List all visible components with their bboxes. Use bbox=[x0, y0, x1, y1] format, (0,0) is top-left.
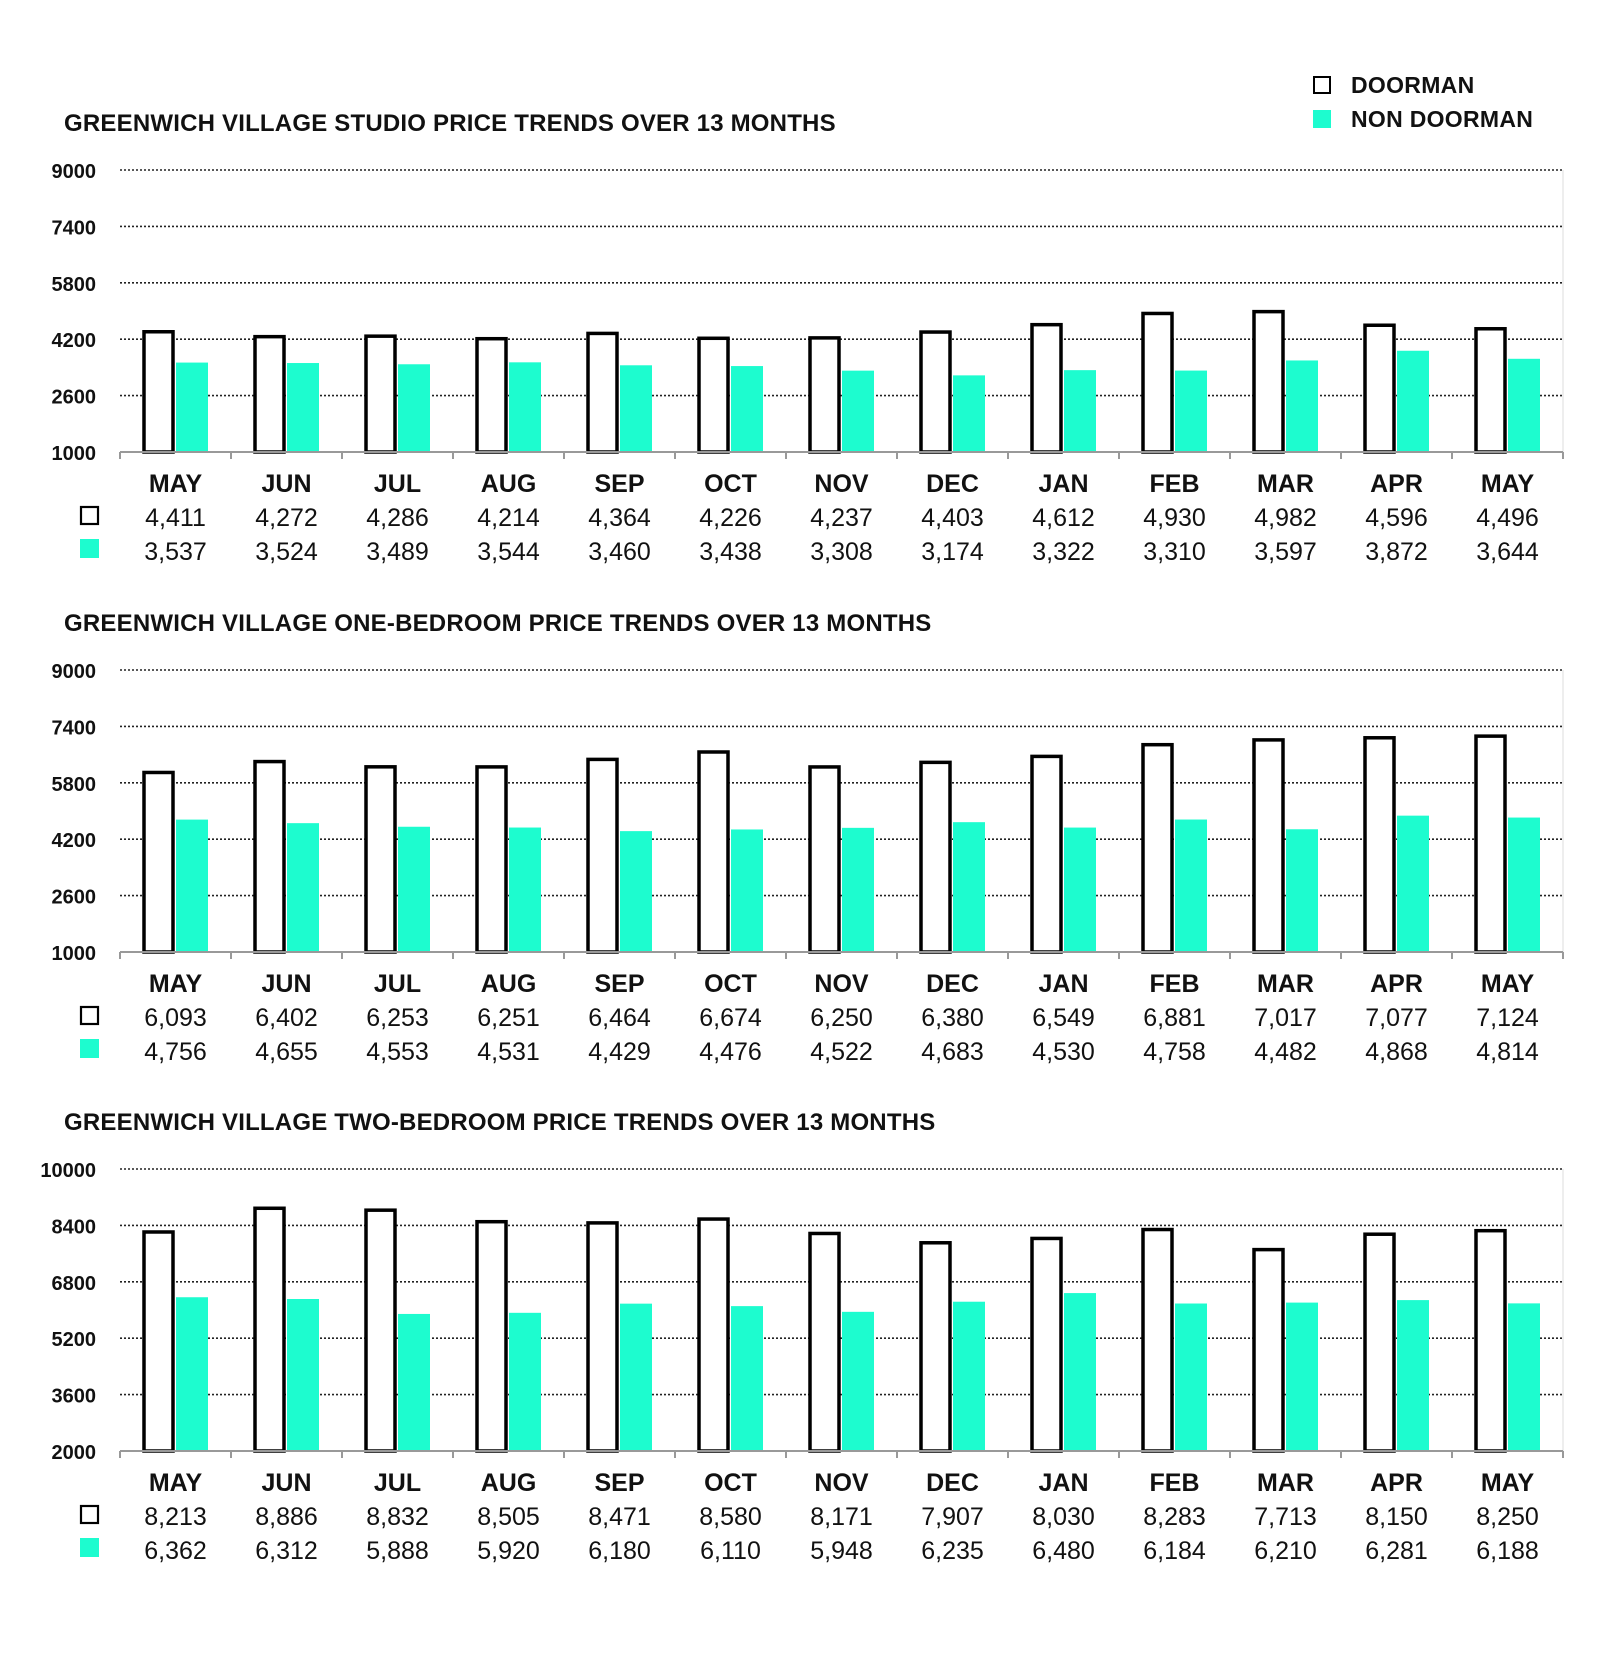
non-doorman-value-label: 3,489 bbox=[366, 538, 429, 566]
bar-doorman bbox=[1365, 738, 1394, 952]
bar-doorman bbox=[1365, 325, 1394, 452]
bar-non-doorman bbox=[509, 362, 541, 452]
non-doorman-value-label: 5,920 bbox=[477, 1537, 540, 1565]
y-tick-label: 7400 bbox=[51, 717, 96, 740]
x-category-label: JUL bbox=[373, 970, 422, 998]
bar-doorman bbox=[255, 1208, 284, 1451]
non-doorman-value-label: 4,531 bbox=[477, 1038, 540, 1066]
bar-non-doorman bbox=[842, 828, 874, 952]
x-category-label: FEB bbox=[1149, 470, 1200, 498]
bar-non-doorman bbox=[1175, 820, 1207, 952]
x-category-label: AUG bbox=[480, 470, 537, 498]
non-doorman-value-label: 4,530 bbox=[1032, 1038, 1095, 1066]
non-doorman-value-label: 3,544 bbox=[477, 538, 540, 566]
non-doorman-value-label: 3,524 bbox=[255, 538, 318, 566]
bar-non-doorman bbox=[1175, 371, 1207, 452]
y-tick-label: 4200 bbox=[51, 830, 96, 853]
y-tick-label: 8400 bbox=[51, 1216, 96, 1239]
x-category-label: MAY bbox=[1480, 970, 1535, 998]
y-tick-label: 1000 bbox=[51, 443, 96, 465]
x-category-label: JAN bbox=[1038, 1469, 1089, 1497]
bar-doorman bbox=[366, 336, 395, 452]
y-tick-label: 6800 bbox=[51, 1272, 96, 1295]
y-tick-label: 5800 bbox=[51, 273, 96, 296]
non-doorman-value-label: 4,522 bbox=[810, 1038, 873, 1066]
non-doorman-value-label: 4,553 bbox=[366, 1038, 429, 1066]
doorman-value-label: 6,251 bbox=[477, 1004, 540, 1032]
bar-doorman bbox=[699, 752, 728, 952]
bar-non-doorman bbox=[620, 831, 652, 952]
bar-doorman bbox=[1143, 1230, 1172, 1451]
y-tick-label: 2600 bbox=[51, 886, 96, 909]
non-doorman-value-label: 3,310 bbox=[1143, 538, 1206, 566]
non-doorman-value-label: 6,210 bbox=[1254, 1537, 1317, 1565]
x-category-label: MAR bbox=[1257, 470, 1314, 498]
bar-doorman bbox=[255, 762, 284, 952]
doorman-value-label: 8,283 bbox=[1143, 1503, 1206, 1531]
bar-non-doorman bbox=[731, 1306, 763, 1451]
doorman-value-label: 6,380 bbox=[921, 1004, 984, 1032]
bar-doorman bbox=[366, 767, 395, 952]
doorman-value-label: 7,017 bbox=[1254, 1004, 1317, 1032]
bar-non-doorman bbox=[176, 363, 208, 452]
doorman-value-label: 6,549 bbox=[1032, 1004, 1095, 1032]
bar-non-doorman bbox=[1508, 818, 1540, 952]
bar-non-doorman bbox=[1286, 829, 1318, 952]
bar-non-doorman bbox=[287, 363, 319, 452]
bar-non-doorman bbox=[287, 1299, 319, 1451]
bar-doorman bbox=[144, 1232, 173, 1451]
x-category-label: APR bbox=[1370, 1469, 1423, 1497]
bar-doorman bbox=[921, 1243, 950, 1451]
two-bedroom-chart-svg bbox=[0, 999, 1600, 1579]
doorman-value-label: 4,982 bbox=[1254, 504, 1317, 532]
bar-doorman bbox=[810, 1233, 839, 1451]
bar-doorman bbox=[921, 762, 950, 952]
two-bedroom-price-chart bbox=[0, 999, 1600, 1565]
x-category-label: DEC bbox=[926, 470, 979, 498]
y-tick-label: 10000 bbox=[40, 1160, 96, 1182]
x-category-label: OCT bbox=[704, 470, 757, 498]
doorman-value-label: 4,403 bbox=[921, 504, 984, 532]
doorman-value-label: 6,464 bbox=[588, 1004, 651, 1032]
x-category-label: JUN bbox=[261, 970, 312, 998]
x-category-label: OCT bbox=[704, 1469, 757, 1497]
bar-doorman bbox=[1143, 313, 1172, 452]
bar-non-doorman bbox=[731, 366, 763, 452]
doorman-value-label: 8,150 bbox=[1365, 1503, 1428, 1531]
doorman-value-label: 4,226 bbox=[699, 504, 762, 532]
non-doorman-value-label: 4,476 bbox=[699, 1038, 762, 1066]
chart-title: GREENWICH VILLAGE ONE-BEDROOM PRICE TRENDS OVER 13 MONTHS bbox=[64, 610, 932, 637]
non-doorman-value-label: 5,888 bbox=[366, 1537, 429, 1565]
y-tick-label: 2000 bbox=[51, 1442, 96, 1464]
studio-price-chart bbox=[0, 0, 1600, 566]
bar-doorman bbox=[1476, 736, 1505, 952]
non-doorman-value-label: 6,480 bbox=[1032, 1537, 1095, 1565]
non-doorman-value-label: 3,460 bbox=[588, 538, 651, 566]
x-category-label: NOV bbox=[814, 1469, 869, 1497]
doorman-value-label: 7,124 bbox=[1476, 1004, 1539, 1032]
bar-non-doorman bbox=[842, 1312, 874, 1451]
doorman-value-label: 4,612 bbox=[1032, 504, 1095, 532]
bar-non-doorman bbox=[1397, 816, 1429, 952]
non-doorman-value-label: 4,868 bbox=[1365, 1038, 1428, 1066]
non-doorman-value-label: 6,188 bbox=[1476, 1537, 1539, 1565]
doorman-value-label: 4,237 bbox=[810, 504, 873, 532]
non-doorman-value-label: 6,312 bbox=[255, 1537, 318, 1565]
doorman-value-label: 6,881 bbox=[1143, 1004, 1206, 1032]
bar-non-doorman bbox=[398, 364, 430, 452]
non-doorman-value-label: 4,814 bbox=[1476, 1038, 1539, 1066]
bar-doorman bbox=[1476, 329, 1505, 452]
bar-doorman bbox=[588, 759, 617, 952]
non-doorman-value-label: 6,110 bbox=[700, 1537, 761, 1565]
x-category-label: MAY bbox=[1480, 1469, 1535, 1497]
x-category-label: MAY bbox=[148, 1469, 203, 1497]
non-doorman-value-label: 4,756 bbox=[144, 1038, 207, 1066]
x-category-label: JUN bbox=[261, 1469, 312, 1497]
non-doorman-value-label: 3,872 bbox=[1365, 538, 1428, 566]
y-tick-label: 4200 bbox=[51, 330, 96, 353]
bar-doorman bbox=[477, 1222, 506, 1451]
non-doorman-value-label: 6,281 bbox=[1365, 1537, 1428, 1565]
non-doorman-value-label: 3,322 bbox=[1032, 538, 1095, 566]
doorman-value-label: 8,580 bbox=[699, 1503, 762, 1531]
one-bedroom-price-chart bbox=[0, 500, 1600, 1066]
x-category-label: SEP bbox=[594, 970, 645, 998]
bar-doorman bbox=[699, 1219, 728, 1451]
non-doorman-value-label: 3,308 bbox=[810, 538, 873, 566]
bar-non-doorman bbox=[620, 1304, 652, 1451]
doorman-value-label: 8,171 bbox=[810, 1503, 873, 1531]
doorman-value-label: 4,214 bbox=[477, 504, 540, 532]
non-doorman-value-label: 6,180 bbox=[588, 1537, 651, 1565]
bar-non-doorman bbox=[953, 822, 985, 952]
doorman-value-label: 8,505 bbox=[477, 1503, 540, 1531]
bar-doorman bbox=[699, 338, 728, 452]
non-doorman-value-label: 3,438 bbox=[699, 538, 762, 566]
doorman-value-label: 8,832 bbox=[366, 1503, 429, 1531]
y-tick-label: 2600 bbox=[51, 386, 96, 409]
bar-doorman bbox=[477, 767, 506, 952]
doorman-value-label: 4,596 bbox=[1365, 504, 1428, 532]
bar-doorman bbox=[810, 338, 839, 452]
bar-non-doorman bbox=[398, 827, 430, 952]
y-tick-label: 1000 bbox=[51, 943, 96, 965]
x-category-label: JUN bbox=[261, 470, 312, 498]
bar-non-doorman bbox=[842, 371, 874, 452]
doorman-value-label: 4,272 bbox=[255, 504, 318, 532]
bar-non-doorman bbox=[1175, 1304, 1207, 1451]
doorman-value-label: 7,907 bbox=[921, 1503, 984, 1531]
x-category-label: JAN bbox=[1038, 970, 1089, 998]
bar-non-doorman bbox=[953, 375, 985, 452]
one-bedroom-chart-svg bbox=[0, 500, 1600, 1080]
studio-chart-svg bbox=[0, 0, 1600, 580]
y-tick-label: 3600 bbox=[51, 1385, 96, 1408]
bar-doorman bbox=[1143, 745, 1172, 952]
x-category-label: SEP bbox=[594, 1469, 645, 1497]
table-doorman-marker bbox=[81, 1506, 98, 1523]
table-non-doorman-marker bbox=[80, 1538, 99, 1557]
doorman-value-label: 6,674 bbox=[699, 1004, 762, 1032]
bar-doorman bbox=[477, 339, 506, 452]
non-doorman-value-label: 4,683 bbox=[921, 1038, 984, 1066]
x-category-label: MAR bbox=[1257, 1469, 1314, 1497]
doorman-value-label: 4,364 bbox=[588, 504, 651, 532]
bar-non-doorman bbox=[176, 820, 208, 952]
non-doorman-value-label: 4,482 bbox=[1254, 1038, 1317, 1066]
bar-non-doorman bbox=[953, 1302, 985, 1451]
x-category-label: FEB bbox=[1149, 970, 1200, 998]
doorman-value-label: 6,402 bbox=[255, 1004, 318, 1032]
bar-non-doorman bbox=[509, 828, 541, 952]
x-category-label: MAY bbox=[1480, 470, 1535, 498]
non-doorman-value-label: 6,362 bbox=[144, 1537, 207, 1565]
y-tick-label: 9000 bbox=[51, 661, 96, 683]
y-tick-label: 5800 bbox=[51, 773, 96, 796]
bar-non-doorman bbox=[398, 1314, 430, 1451]
y-tick-label: 7400 bbox=[51, 217, 96, 240]
x-category-label: APR bbox=[1370, 970, 1423, 998]
bar-non-doorman bbox=[1397, 351, 1429, 452]
x-category-label: SEP bbox=[594, 470, 645, 498]
x-category-label: DEC bbox=[926, 1469, 979, 1497]
bar-non-doorman bbox=[509, 1313, 541, 1451]
bar-doorman bbox=[1254, 312, 1283, 452]
bar-doorman bbox=[255, 337, 284, 452]
x-category-label: JUL bbox=[373, 1469, 422, 1497]
x-category-label: MAR bbox=[1257, 970, 1314, 998]
bar-doorman bbox=[1032, 1238, 1061, 1451]
non-doorman-value-label: 3,174 bbox=[921, 538, 984, 566]
x-category-label: MAY bbox=[148, 970, 203, 998]
bar-non-doorman bbox=[1286, 1303, 1318, 1451]
bar-non-doorman bbox=[1064, 828, 1096, 952]
doorman-value-label: 4,496 bbox=[1476, 504, 1539, 532]
bar-non-doorman bbox=[1064, 370, 1096, 452]
bar-non-doorman bbox=[1508, 359, 1540, 452]
chart-title: GREENWICH VILLAGE TWO-BEDROOM PRICE TRENDS OVER 13 MONTHS bbox=[64, 1109, 936, 1136]
x-category-label: NOV bbox=[814, 470, 869, 498]
bar-non-doorman bbox=[1286, 360, 1318, 452]
x-category-label: OCT bbox=[704, 970, 757, 998]
x-category-label: AUG bbox=[480, 970, 537, 998]
chart-title: GREENWICH VILLAGE STUDIO PRICE TRENDS OVER 13 MONTHS bbox=[64, 110, 836, 137]
bar-non-doorman bbox=[1508, 1303, 1540, 1451]
bar-doorman bbox=[1365, 1234, 1394, 1451]
bar-doorman bbox=[588, 333, 617, 452]
bar-doorman bbox=[921, 332, 950, 452]
x-category-label: APR bbox=[1370, 470, 1423, 498]
doorman-value-label: 8,886 bbox=[255, 1503, 318, 1531]
bar-doorman bbox=[588, 1223, 617, 1451]
doorman-value-label: 4,930 bbox=[1143, 504, 1206, 532]
x-category-label: FEB bbox=[1149, 1469, 1200, 1497]
bar-doorman bbox=[1254, 740, 1283, 952]
doorman-value-label: 6,253 bbox=[366, 1004, 429, 1032]
x-category-label: AUG bbox=[480, 1469, 537, 1497]
y-tick-label: 5200 bbox=[51, 1329, 96, 1352]
bar-doorman bbox=[144, 332, 173, 452]
x-category-label: JUL bbox=[373, 470, 422, 498]
non-doorman-value-label: 4,655 bbox=[255, 1038, 318, 1066]
bar-non-doorman bbox=[1064, 1293, 1096, 1451]
doorman-value-label: 8,471 bbox=[588, 1503, 651, 1531]
non-doorman-value-label: 4,429 bbox=[588, 1038, 651, 1066]
x-category-label: JAN bbox=[1038, 470, 1089, 498]
bar-doorman bbox=[810, 767, 839, 952]
doorman-value-label: 7,077 bbox=[1365, 1004, 1428, 1032]
x-category-label: MAY bbox=[148, 470, 203, 498]
doorman-value-label: 4,286 bbox=[366, 504, 429, 532]
bar-non-doorman bbox=[731, 829, 763, 952]
doorman-value-label: 8,030 bbox=[1032, 1503, 1095, 1531]
doorman-value-label: 6,250 bbox=[810, 1004, 873, 1032]
x-category-label: DEC bbox=[926, 970, 979, 998]
doorman-value-label: 4,411 bbox=[145, 504, 206, 532]
bar-doorman bbox=[1032, 756, 1061, 952]
bar-doorman bbox=[144, 772, 173, 952]
bar-doorman bbox=[1032, 325, 1061, 452]
non-doorman-value-label: 4,758 bbox=[1143, 1038, 1206, 1066]
y-tick-label: 9000 bbox=[51, 161, 96, 183]
bar-doorman bbox=[1476, 1231, 1505, 1451]
x-category-label: NOV bbox=[814, 970, 869, 998]
non-doorman-value-label: 3,597 bbox=[1254, 538, 1317, 566]
doorman-value-label: 7,713 bbox=[1254, 1503, 1317, 1531]
doorman-value-label: 6,093 bbox=[144, 1004, 207, 1032]
non-doorman-value-label: 3,644 bbox=[1476, 538, 1539, 566]
legend-label-non-doorman: NON DOORMAN bbox=[1351, 105, 1534, 132]
bar-non-doorman bbox=[620, 365, 652, 452]
doorman-value-label: 8,213 bbox=[144, 1503, 207, 1531]
bar-non-doorman bbox=[1397, 1300, 1429, 1451]
bar-non-doorman bbox=[287, 823, 319, 952]
legend-label-doorman: DOORMAN bbox=[1351, 71, 1475, 98]
doorman-value-label: 8,250 bbox=[1476, 1503, 1539, 1531]
non-doorman-value-label: 6,235 bbox=[921, 1537, 984, 1565]
non-doorman-value-label: 6,184 bbox=[1143, 1537, 1206, 1565]
bar-doorman bbox=[1254, 1250, 1283, 1451]
bar-doorman bbox=[366, 1210, 395, 1451]
non-doorman-value-label: 5,948 bbox=[810, 1537, 873, 1565]
bar-non-doorman bbox=[176, 1297, 208, 1451]
non-doorman-value-label: 3,537 bbox=[144, 538, 207, 566]
